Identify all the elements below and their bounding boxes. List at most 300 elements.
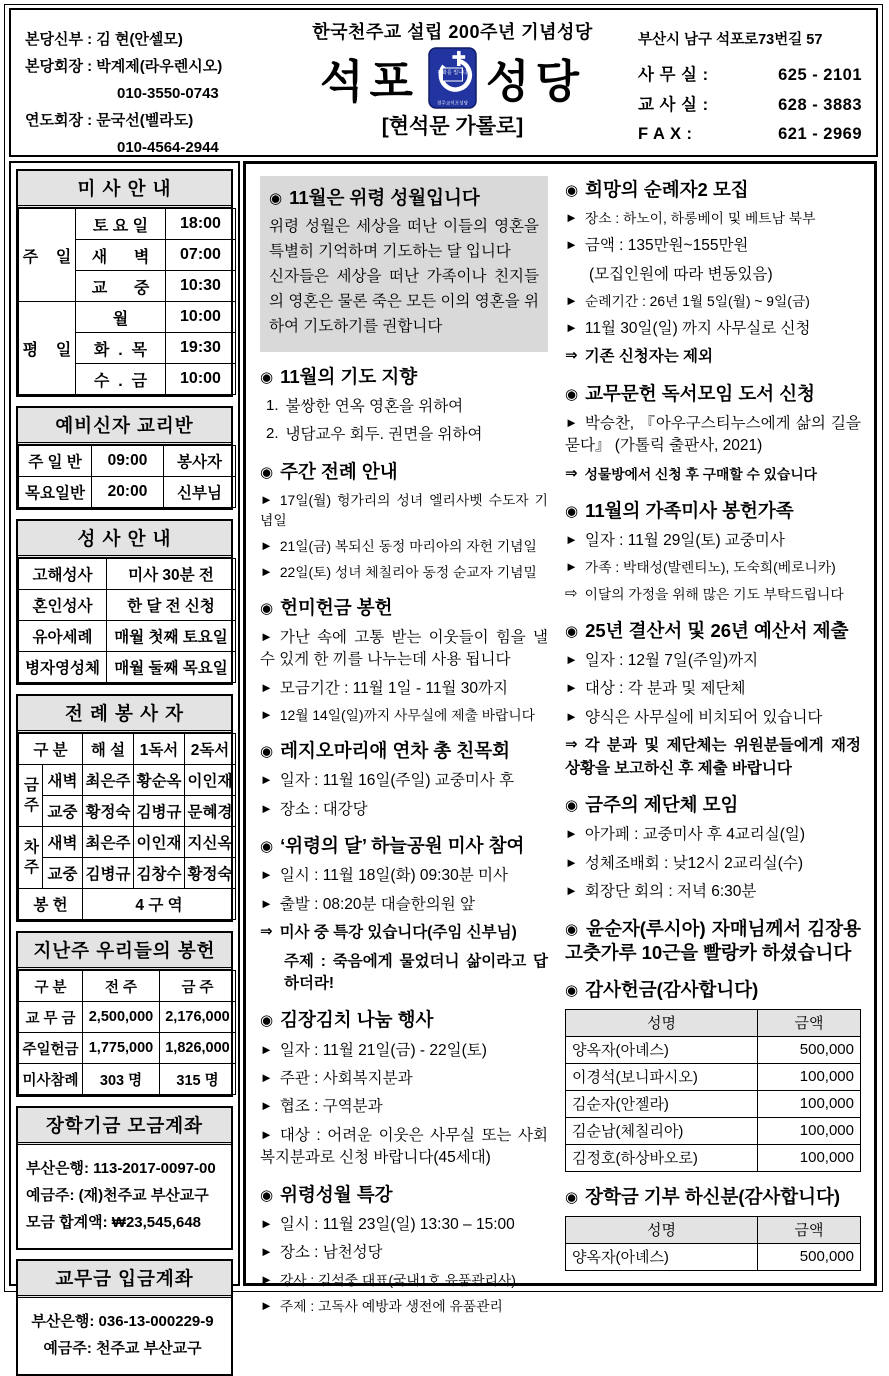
- list-item: [565, 558, 861, 578]
- section-title: [269, 186, 539, 210]
- item-text: 대상 : 어려운 이웃은 사무실 또는 사회복지분과로 신청 바랍니다(45세대): [260, 1126, 548, 1167]
- arrow-bullet-icon: ►: [260, 563, 273, 579]
- item-text: 냉담교우 회두. 권면을 위하여: [285, 426, 483, 444]
- item-text: 이달의 가정을 위해 많은 기도 부탁드립니다: [584, 587, 844, 603]
- cell-head: 1독서: [134, 734, 185, 765]
- section-marker-icon: ◉: [260, 599, 274, 617]
- arrow-bullet-icon: ►: [260, 1098, 273, 1114]
- phone-number: 621 - 2969: [778, 125, 862, 144]
- church-account-info: [18, 1298, 231, 1374]
- panel-title: 미 사 안 내: [18, 171, 231, 208]
- cell: 김창수: [134, 858, 185, 889]
- arrow-bullet-icon: ►: [565, 708, 578, 724]
- section-memorial-lecture: [260, 1183, 548, 1317]
- list-item: [260, 491, 548, 531]
- cell: 10:00: [166, 302, 236, 333]
- section-marker-icon: ◉: [565, 920, 580, 938]
- list-item: [260, 1214, 548, 1236]
- item-text: (모집인원에 따라 변동있음): [589, 265, 773, 283]
- item-text: 순례기간 : 26년 1월 5일(월) ~ 9일(금): [584, 293, 810, 309]
- double-arrow-icon: ⇒: [565, 347, 578, 365]
- list-item: [565, 824, 861, 846]
- item-text: 일자 : 11월 21일(금) - 22일(토): [279, 1041, 487, 1059]
- header-title-block: [267, 10, 638, 155]
- list-item: [260, 894, 548, 916]
- section-marker-icon: ◉: [269, 190, 283, 207]
- section-title-text: 위령성월 특강: [280, 1183, 393, 1205]
- section-book-club: [565, 382, 861, 486]
- section-title: [260, 739, 548, 763]
- cell: 19:30: [166, 333, 236, 364]
- arrow-bullet-icon: ►: [260, 491, 273, 507]
- section-title-text: 장학금 기부 하신분(감사합니다): [585, 1185, 841, 1207]
- list-item: [565, 264, 861, 286]
- cell-amount: 500,000: [758, 1036, 861, 1063]
- cell: 이인재: [185, 765, 236, 796]
- cell: 10:30: [166, 271, 236, 302]
- list-item: [565, 235, 861, 257]
- section-title-text: 윤순자(루시아) 자매님께서 김장용 고춧가루 10근을 빨랑카 하셨습니다: [565, 917, 861, 963]
- arrow-bullet-icon: ►: [565, 414, 578, 430]
- section-title: [565, 499, 861, 523]
- arrow-bullet-icon: ►: [260, 1041, 273, 1057]
- account-line: 예금주: 천주교 부산교구: [43, 1340, 202, 1357]
- double-arrow-icon: ⇒: [565, 464, 578, 482]
- cell: 매월 둘째 목요일: [107, 652, 236, 683]
- cell-head: 금액: [758, 1216, 861, 1243]
- section-title: [260, 1008, 548, 1032]
- cell: 김병규: [134, 796, 185, 827]
- cell-head: 성명: [566, 1009, 758, 1036]
- list-item: [260, 537, 548, 557]
- item-text: 21일(금) 복되신 동정 마리아의 자헌 기념일: [279, 538, 537, 554]
- cell-head: 구 분: [19, 734, 83, 765]
- section-marker-icon: ◉: [565, 981, 579, 999]
- list-item: [565, 464, 861, 486]
- cell: 미사 30분 전: [107, 559, 236, 590]
- list-item: [260, 627, 548, 672]
- panel-title: 성 사 안 내: [18, 521, 231, 558]
- cell: 미사참례: [19, 1064, 83, 1095]
- cell-head: 2독서: [185, 734, 236, 765]
- cell: 김병규: [83, 858, 134, 889]
- section-title: [565, 978, 861, 1002]
- panel-liturgical-servers: [16, 694, 233, 922]
- cell: 주 일 반: [19, 446, 92, 477]
- arrow-bullet-icon: ►: [565, 210, 578, 226]
- cell: 315 명: [160, 1064, 236, 1095]
- item-text: 대상 : 각 분과 및 제단체: [584, 680, 746, 698]
- cell: 황순옥: [134, 765, 185, 796]
- phone-fax: [638, 120, 862, 150]
- offering-table: [18, 970, 236, 1095]
- arrow-bullet-icon: ►: [260, 1126, 273, 1142]
- account-line: 모금 합계액: ₩23,545,648: [26, 1214, 202, 1231]
- cell: 교중: [43, 858, 83, 889]
- item-text: 11월 30일(일) 까지 사무실로 신청: [584, 319, 811, 337]
- announcements: [243, 161, 877, 1314]
- arrow-bullet-icon: ►: [260, 537, 273, 553]
- list-item: [260, 799, 548, 821]
- cell: 수 . 금: [76, 364, 166, 395]
- section-kimchi-sharing: [260, 1008, 548, 1169]
- cell-this-week: 금주: [19, 765, 43, 827]
- cell-amount: 100,000: [758, 1117, 861, 1144]
- section-weekly-liturgy: [260, 460, 548, 583]
- item-text: 각 분과 및 제단체는 위원분들에게 재정 상황을 보고하신 후 제출 바랍니다: [565, 737, 861, 777]
- cell-offering-label: 봉 헌: [19, 889, 83, 920]
- cell-donor: 김순남(체칠리아): [566, 1117, 758, 1144]
- cell: 1,775,000: [83, 1033, 160, 1064]
- cell: 교 중: [76, 271, 166, 302]
- cell-donor: 김순자(안젤라): [566, 1090, 758, 1117]
- item-text: 미사 중 특강 있습니다(주임 신부님): [279, 924, 517, 942]
- cell-head: 전 주: [83, 971, 160, 1002]
- item-text: 아가페 : 교중미사 후 4교리실(일): [584, 826, 806, 844]
- panel-title: 장학기금 모금계좌: [18, 1108, 231, 1145]
- item-text: 12월 14일(일)까지 사무실에 제출 바랍니다: [279, 708, 536, 724]
- arrow-bullet-icon: ►: [260, 1069, 273, 1085]
- arrow-bullet-icon: ►: [260, 1297, 273, 1313]
- cell-amount: 500,000: [758, 1243, 861, 1270]
- church-subtitle: 한국천주교 설립 200주년 기념성당: [312, 22, 593, 42]
- item-text: 회장단 회의 : 저녁 6:30분: [584, 883, 757, 901]
- item-text: 가족 : 박태성(발렌티노), 도숙희(베로니카): [584, 560, 836, 576]
- double-arrow-icon: ⇒: [260, 923, 273, 941]
- contact-line: 본당회장 : 박계제(라우렌시오): [25, 58, 223, 75]
- cell: 한 달 전 신청: [107, 590, 236, 621]
- section-title: [260, 834, 548, 858]
- section-marker-icon: ◉: [565, 385, 579, 403]
- cell: 09:00: [92, 446, 164, 477]
- section-legio-gathering: [260, 739, 548, 821]
- list-item: [260, 396, 548, 418]
- cell-donor: 양옥자(아녜스): [566, 1036, 758, 1063]
- cell: 토 요 일: [76, 209, 166, 240]
- section-title-text: 금주의 제단체 모임: [585, 794, 739, 816]
- account-line: 부산은행: 113-2017-0097-00: [26, 1160, 216, 1177]
- thanks-offering-table: [565, 1009, 861, 1172]
- cell: 문혜경: [185, 796, 236, 827]
- catechism-table: [18, 445, 236, 508]
- section-title-text: 레지오마리애 연차 총 친목회: [280, 740, 510, 762]
- cell: 이인재: [134, 827, 185, 858]
- logo-text-top: 평화를 빕니다: [437, 69, 468, 76]
- cell-weekday: 평 일: [19, 302, 76, 395]
- contact-phone: 010-3550-0743: [117, 85, 219, 102]
- section-title-text: 주간 전례 안내: [280, 460, 398, 482]
- double-arrow-icon: ⇒: [565, 736, 578, 754]
- section-title-text: ‘위령의 달’ 하늘공원 미사 참여: [280, 835, 525, 857]
- arrow-bullet-icon: ►: [260, 707, 273, 723]
- item-text: 기존 신청자는 제외: [584, 348, 713, 366]
- pastor-name: [현석문 가롤로]: [381, 115, 524, 138]
- phone-label: 사 무 실 :: [638, 66, 709, 84]
- phone-label: 교 사 실 :: [638, 95, 709, 114]
- section-pilgrims-of-hope: [565, 178, 861, 369]
- list-item: [260, 1096, 548, 1118]
- item-text: 장소 : 남천성당: [279, 1244, 383, 1262]
- item-text: 주관 : 사회복지분과: [279, 1069, 413, 1087]
- item-text: 주제 : 죽음에게 물었더니 삶이라고 답하더라!: [284, 952, 548, 992]
- section-title: [565, 619, 861, 643]
- section-prayer-intentions: [260, 365, 548, 447]
- section-marker-icon: ◉: [260, 463, 274, 481]
- item-text: 일자 : 11월 16일(주일) 교중미사 후: [279, 772, 515, 790]
- panel-sacraments: [16, 519, 233, 685]
- cell: 2,500,000: [83, 1002, 160, 1033]
- section-marker-icon: ◉: [260, 1186, 274, 1204]
- section-budget-reports: [565, 619, 861, 780]
- arrow-bullet-icon: ►: [260, 772, 273, 788]
- arrow-bullet-icon: ►: [260, 1271, 273, 1287]
- cell-sunday: 주 일: [19, 209, 76, 302]
- church-logo-icon: [428, 47, 477, 109]
- item-text: 일시 : 11월 23일(일) 13:30 – 15:00: [279, 1215, 515, 1233]
- cell-amount: 100,000: [758, 1063, 861, 1090]
- cell-next-week: 차주: [19, 827, 43, 889]
- list-item: [260, 563, 548, 583]
- arrow-bullet-icon: ►: [260, 1244, 273, 1260]
- item-text: 일자 : 12월 7일(주일)까지: [584, 651, 759, 669]
- list-item: [260, 865, 548, 887]
- arrow-bullet-icon: ►: [260, 628, 273, 644]
- item-text: 협조 : 구역분과: [279, 1098, 383, 1116]
- panel-church-account: [16, 1259, 233, 1376]
- item-text: 일시 : 11월 18일(화) 09:30분 미사: [279, 867, 508, 885]
- list-item: [565, 318, 861, 340]
- item-text: 17일(월) 헝가리의 성녀 엘리사벳 수도자 기념일: [260, 492, 548, 528]
- arrow-bullet-icon: ►: [565, 854, 578, 870]
- section-sky-park-mass: [260, 834, 548, 995]
- panel-last-week-offering: [16, 931, 233, 1097]
- section-title-text: 11월은 위령 성월입니다: [289, 187, 480, 208]
- list-item: [260, 706, 548, 726]
- list-item: [260, 922, 548, 944]
- list-item: [260, 770, 548, 792]
- phone-number: 628 - 3883: [778, 95, 862, 114]
- arrow-bullet-icon: ►: [565, 651, 578, 667]
- arrow-bullet-icon: ►: [565, 292, 578, 308]
- cell-amount: 100,000: [758, 1144, 861, 1171]
- item-text: 성체조배회 : 낮12시 2교리실(수): [584, 854, 803, 872]
- cell: 18:00: [166, 209, 236, 240]
- cell: 황정숙: [83, 796, 134, 827]
- section-thanks-offering: [565, 978, 861, 1172]
- arrow-bullet-icon: ►: [260, 679, 273, 695]
- item-text: 불쌍한 연옥 영혼을 위하여: [285, 397, 464, 415]
- section-title-text: 25년 결산서 및 26년 예산서 제출: [585, 619, 849, 641]
- cell: 새벽: [43, 827, 83, 858]
- arrow-bullet-icon: ►: [565, 237, 578, 253]
- section-title: [565, 382, 861, 406]
- list-item: [260, 951, 548, 996]
- section-title: [565, 917, 861, 965]
- list-item: [565, 853, 861, 875]
- arrow-bullet-icon: ►: [260, 1215, 273, 1231]
- section-marker-icon: ◉: [260, 1012, 274, 1030]
- section-title: [260, 365, 548, 389]
- list-item: [565, 584, 861, 606]
- section-palanca-thanks: [565, 917, 861, 965]
- paragraph: 위령 성월은 세상을 떠난 이들의 영혼을 특별히 기억하며 기도하는 달 입니다: [269, 218, 539, 261]
- cell: 교 무 금: [19, 1002, 83, 1033]
- panel-title: 지난주 우리들의 봉헌: [18, 933, 231, 970]
- item-text: 22일(토) 성녀 체칠리아 동정 순교자 기념밀: [279, 564, 537, 580]
- cell-offering-value: 4 구 역: [83, 889, 236, 920]
- cell-head: 성명: [566, 1216, 758, 1243]
- cell: 새벽: [43, 765, 83, 796]
- phone-teachers: [638, 91, 862, 121]
- cell: 최은주: [83, 827, 134, 858]
- section-marker-icon: ◉: [565, 182, 579, 199]
- cell: 고해성사: [19, 559, 107, 590]
- section-marker-icon: ◉: [565, 622, 579, 640]
- account-line: 예금주: (재)천주교 부산교구: [26, 1187, 209, 1204]
- number-bullet: 2.: [266, 425, 279, 443]
- list-item: [565, 707, 861, 729]
- item-text: 장소 : 대강당: [279, 800, 368, 818]
- contact-phone: 010-4564-2944: [117, 139, 219, 156]
- servers-table: [18, 733, 236, 920]
- list-item: [565, 678, 861, 700]
- cell: 1,826,000: [160, 1033, 236, 1064]
- section-title-text: 11월의 기도 지향: [280, 365, 418, 387]
- contact-line: 연도회장 : 문국선(벨라도): [25, 112, 194, 129]
- church-title-left: 석포: [320, 56, 419, 107]
- list-item: [260, 1040, 548, 1062]
- cell: 매월 첫째 토요일: [107, 621, 236, 652]
- item-text: 장소 : 하노이, 하롱베이 및 베트남 북부: [584, 211, 816, 227]
- section-title-text: 교무문헌 독서모임 도서 신청: [585, 382, 815, 404]
- arrow-bullet-icon: ►: [565, 883, 578, 899]
- section-marker-icon: ◉: [260, 743, 274, 761]
- cell: 새 벽: [76, 240, 166, 271]
- item-text: 가난 속에 고통 받는 이웃들이 힘을 낼 수 있게 한 끼를 나누는데 사용 됩니다: [260, 628, 548, 669]
- church-title-right: 성당: [486, 56, 585, 107]
- list-item: [260, 1297, 548, 1317]
- item-text: 성물방에서 신청 후 구매할 수 있습니다: [584, 466, 817, 482]
- item-text: 일자 : 11월 29일(토) 교중미사: [584, 531, 785, 549]
- section-title-text: 11월의 가족미사 봉헌가족: [585, 499, 794, 521]
- list-item: [260, 1125, 548, 1170]
- scholarship-account-info: [18, 1145, 231, 1248]
- cell: 신부님: [164, 477, 236, 508]
- cell: 유아세례: [19, 621, 107, 652]
- section-marker-icon: ◉: [565, 797, 579, 815]
- section-title-text: 김장김치 나눔 행사: [280, 1009, 434, 1031]
- list-item: [565, 292, 861, 312]
- account-line: 부산은행: 036-13-000229-9: [31, 1313, 214, 1330]
- panel-mass-schedule: [16, 169, 233, 397]
- section-title: [565, 178, 861, 202]
- arrow-bullet-icon: ►: [260, 867, 273, 883]
- section-scholarship-donation: [565, 1185, 861, 1271]
- section-marker-icon: ◉: [565, 502, 579, 520]
- number-bullet: 1.: [266, 396, 279, 414]
- list-item: [565, 735, 861, 780]
- list-item: [260, 678, 548, 700]
- header-contacts: [11, 10, 267, 155]
- arrow-bullet-icon: ►: [565, 319, 578, 335]
- cell-head: 금액: [758, 1009, 861, 1036]
- list-item: [260, 1271, 548, 1291]
- item-text: 출발 : 08:20분 대슬한의원 앞: [279, 895, 475, 913]
- phone-label: F A X :: [638, 125, 693, 144]
- list-item: [260, 424, 548, 446]
- section-title: [565, 1185, 861, 1209]
- announcements-middle-column: [260, 176, 548, 1314]
- section-rice-offering: [260, 596, 548, 726]
- double-arrow-icon: ⇨: [565, 585, 578, 603]
- cell: 황정숙: [185, 858, 236, 889]
- cell: 혼인성사: [19, 590, 107, 621]
- logo-text-bottom: 천주교석포성당: [436, 100, 469, 105]
- header-address-block: [638, 10, 876, 155]
- arrow-bullet-icon: ►: [260, 895, 273, 911]
- list-item: [565, 650, 861, 672]
- cell-donor: 김정호(하상바오로): [566, 1144, 758, 1171]
- arrow-bullet-icon: ►: [565, 559, 578, 575]
- item-text: 금액 : 135만원~155만원: [584, 237, 749, 255]
- cell: 화 . 목: [76, 333, 166, 364]
- list-item: [565, 209, 861, 229]
- cell: 병자영성체: [19, 652, 107, 683]
- cell: 20:00: [92, 477, 164, 508]
- list-item: [565, 881, 861, 903]
- panel-title: 예비신자 교리반: [18, 408, 231, 445]
- cell: 목요일반: [19, 477, 92, 508]
- section-title: [260, 460, 548, 484]
- cell: 월: [76, 302, 166, 333]
- section-memorial-month: [260, 176, 548, 352]
- cell: 교중: [43, 796, 83, 827]
- cell-donor: 양옥자(아녜스): [566, 1243, 758, 1270]
- list-item: [565, 530, 861, 552]
- section-title-text: 감사헌금(감사합니다): [585, 978, 759, 1000]
- list-item: [260, 1242, 548, 1264]
- list-item: [565, 346, 861, 368]
- church-address: 부산시 남구 석포로73번길 57: [638, 32, 823, 48]
- cell: 10:00: [166, 364, 236, 395]
- section-title: [260, 1183, 548, 1207]
- list-item: [565, 413, 861, 458]
- paragraph: 신자들은 세상을 떠난 가족이나 친지들의 영혼은 물론 죽은 모든 이의 영혼을 위하여 기도하기를 권합니다: [269, 268, 539, 336]
- item-text: 모금기간 : 11월 1일 - 11월 30까지: [279, 679, 508, 697]
- arrow-bullet-icon: ►: [565, 826, 578, 842]
- item-text: 양식은 사무실에 비치되어 있습니다: [584, 708, 823, 726]
- scholarship-donation-table: [565, 1216, 861, 1271]
- section-marker-icon: ◉: [565, 1188, 579, 1206]
- left-column: [9, 161, 240, 1357]
- cell: 지신옥: [185, 827, 236, 858]
- section-family-mass: [565, 499, 861, 606]
- cell: 07:00: [166, 240, 236, 271]
- section-title-text: 희망의 순례자2 모집: [585, 179, 749, 200]
- section-marker-icon: ◉: [260, 368, 274, 386]
- section-title: [565, 793, 861, 817]
- mass-schedule-table: [18, 208, 236, 395]
- church-title-row: [267, 45, 638, 110]
- item-text: 주제 : 고독사 예방과 생전에 유품관리: [279, 1298, 503, 1314]
- panel-title: 교무금 입금계좌: [18, 1261, 231, 1298]
- cell-head: 금 주: [160, 971, 236, 1002]
- cell-donor: 이경석(보니파시오): [566, 1063, 758, 1090]
- section-group-meetings: [565, 793, 861, 903]
- cell: 주일헌금: [19, 1033, 83, 1064]
- sacraments-table: [18, 558, 236, 683]
- panel-scholarship-account: [16, 1106, 233, 1250]
